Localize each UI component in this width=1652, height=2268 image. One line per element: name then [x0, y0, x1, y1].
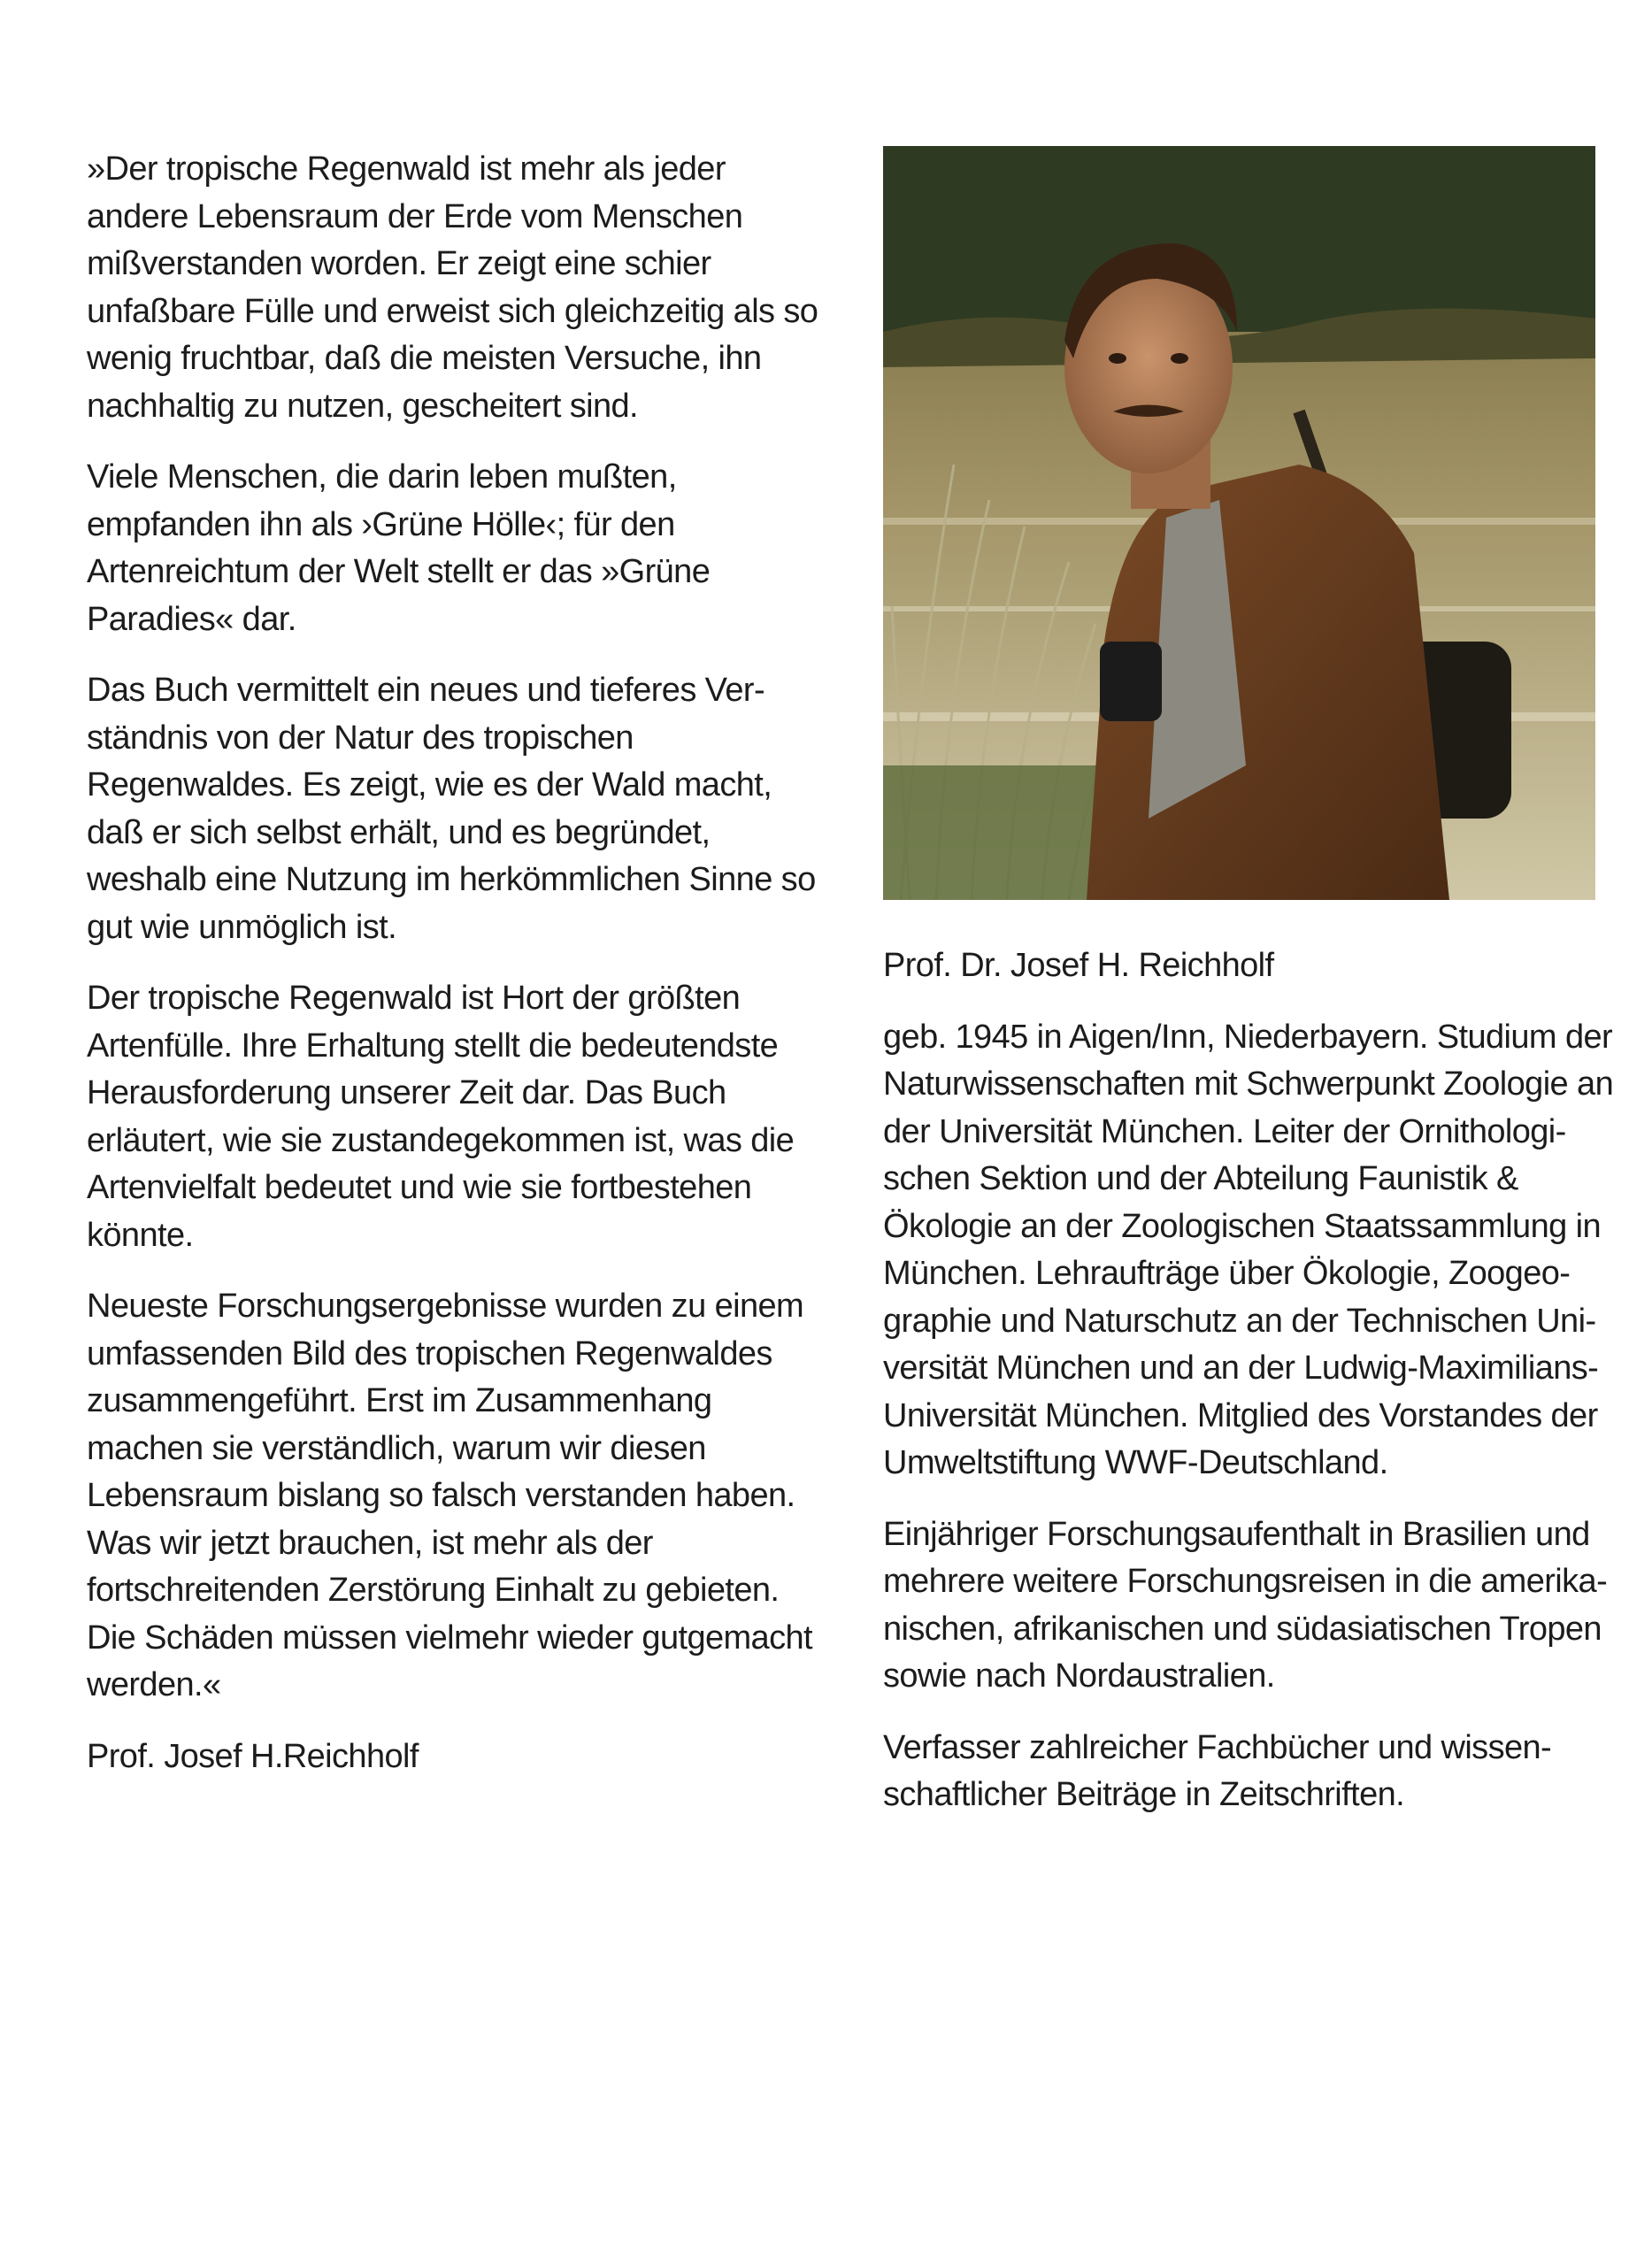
portrait-illustration [883, 146, 1595, 900]
blurb-paragraph-5: Neueste Forschungsergebnisse wurden zu einem umfassenden Bild des tropischen Regenwaldes zusammengeführt. Erst im Zusammenhang machen sie verständlich, warum wir diesen Lebensraum bislang so falsch verstanden haben. Was wir jetzt brauchen, ist mehr als der fortschreitenden Zerstörung Einhalt zu gebieten. Die Schäden müssen vielmehr wieder gutgemacht werden.« [87, 1288, 812, 1703]
bio-paragraph-2: Einjähriger Forschungsaufenthalt in Brasilien und mehrere weitere Forschungsreisen in die amerikanischen, afrikanischen und südasiatischen Tropen sowie nach Nordaustralien. [883, 1515, 1608, 1695]
bio-paragraph-3: Verfasser zahlreicher Fachbücher und wissenschaftlicher Beiträge in Zeitschriften. [883, 1728, 1552, 1813]
author-bio [883, 942, 1619, 1843]
author-portrait-photo [883, 146, 1595, 900]
blurb-paragraph-3: Das Buch vermittelt ein neues und tieferes Verständnis von der Natur des tropischen Regenwaldes. Es zeigt, wie es der Wald macht, daß er sich selbst erhält, und es begründet, weshalb eine Nutzung im herkömmlichen Sinne so gut wie unmöglich ist. [87, 672, 816, 946]
blurb-paragraph-1: »Der tropische Regenwald ist mehr als jeder andere Lebensraum der Erde vom Menschen mißverstanden worden. Er zeigt eine schier unfaßbare Fülle und erweist sich gleichzeitig als so wenig fruchtbar, daß die meisten Versuche, ihn nachhaltig zu nutzen, gescheitert sind. [87, 150, 818, 425]
left-column [87, 146, 821, 1804]
bio-paragraph-1: geb. 1945 in Aigen/Inn, Niederbayern. Studium der Naturwissenschaften mit Schwerpunkt Zoologie an der Universität München. Leiter der Ornithologischen Sektion und der Abteilung Faunistik & Ökologie an der Zoologischen Staatssammlung in München. Lehraufträge über Ökologie, Zoogeographie und Naturschutz an der Technischen Universität München und an der Ludwig-Maximilians-Universität München. Mitglied des Vorstandes der Umweltstiftung WWF-Deutschland. [883, 1018, 1614, 1481]
blurb-signature: Prof. Josef H.Reichholf [87, 1737, 419, 1775]
blurb-paragraph-2: Viele Menschen, die darin leben mußten, empfanden ihn als ›Grüne Hölle‹; für den Artenreichtum der Welt stellt er das »Grüne Paradies« dar. [87, 458, 711, 638]
blurb-paragraph-4: Der tropische Regenwald ist Hort der größten Artenfülle. Ihre Erhaltung stellt die bedeutendste Herausforderung unserer Zeit dar. Das Buch erläutert, wie sie zustandegekommen ist, was die Artenvielfalt bedeutet und wie sie fortbestehen könnte. [87, 980, 795, 1254]
photo-caption: Prof. Dr. Josef H. Reichholf [883, 947, 1274, 984]
